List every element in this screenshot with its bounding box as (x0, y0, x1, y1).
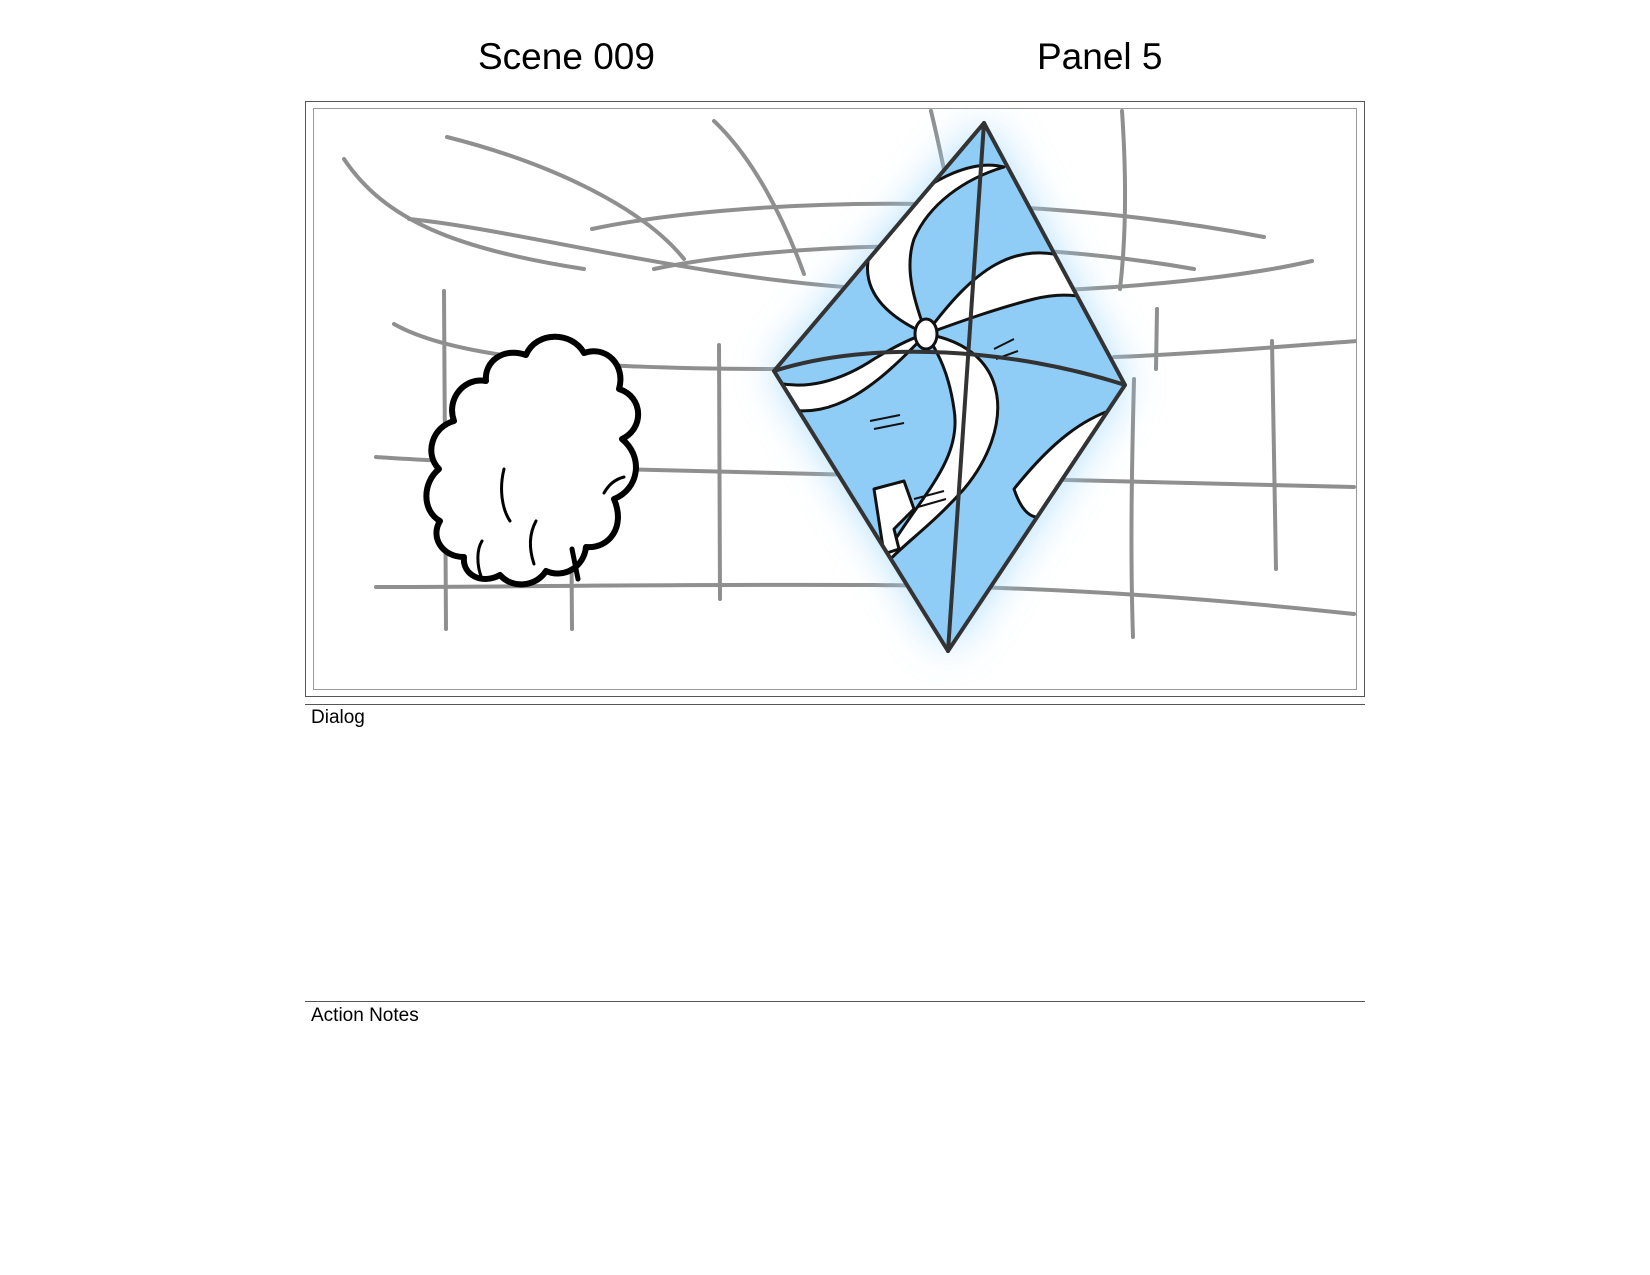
action-notes-label: Action Notes (311, 1005, 419, 1026)
storyboard-panel-frame (305, 101, 1365, 697)
cloud-shape (426, 337, 638, 585)
panel-sketch (314, 109, 1357, 690)
scene-number: Scene 009 (478, 36, 655, 77)
dialog-divider (305, 704, 1365, 705)
panel-number: Panel 5 (1037, 36, 1163, 77)
action-notes-divider (305, 1001, 1365, 1002)
dialog-label: Dialog (311, 707, 365, 728)
storyboard-panel-image (313, 108, 1357, 690)
portal-vortex-eye (915, 319, 937, 349)
